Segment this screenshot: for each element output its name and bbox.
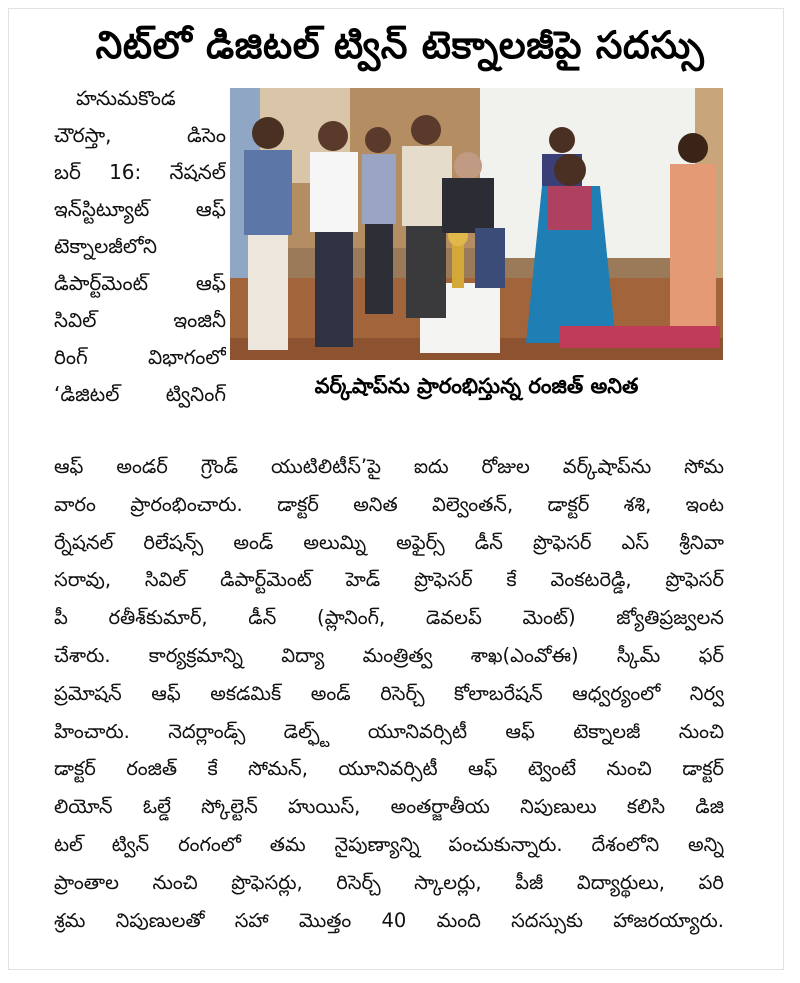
body-line: శ్రమ నిపుణులతో సహా మొత్తం 40 మంది సదస్సుకు హాజరయ్యారు. bbox=[54, 908, 724, 932]
lead-line: డిపార్ట్‌మెంట్ ఆఫ్ bbox=[54, 271, 226, 295]
body-line: వారం ప్రారంభించారు. డాక్టర్ అనిత విల్వెంతన్, డాక్టర్ శశి, ఇంట bbox=[54, 492, 724, 516]
body-line: ప్రాంతాల నుంచి ప్రొఫెసర్లు, రిసెర్చ్ స్కాలర్లు, పీజీ విద్యార్థులు, పరి bbox=[54, 870, 724, 894]
body-line: డాక్టర్ రంజిత్ కే సోమన్, యూనివర్సిటీ ఆఫ్ ట్వెంటే నుంచి డాక్టర్ bbox=[54, 757, 724, 781]
body-line: ప్రమోషన్ ఆఫ్ అకడమిక్ అండ్ రిసెర్చ్ కోలాబరేషన్ ఆధ్వర్యంలో నిర్వ bbox=[54, 681, 724, 705]
lead-line: ‘డిజిటల్ ట్వినింగ్ bbox=[54, 382, 226, 406]
body-line: పీ రతీశ్‌కుమార్, డీన్ (ప్లానింగ్, డెవలప్ మెంట్) జ్యోతిప్రజ్వలన bbox=[54, 606, 724, 630]
lead-line: టెక్నాలజీలోని bbox=[54, 234, 158, 258]
lead-line: రింగ్ విభాగంలో bbox=[54, 345, 226, 369]
lead-line: హనుమకొండ bbox=[76, 86, 176, 110]
body-line: ర్నేషనల్ రిలేషన్స్ అండ్ అలుమ్ని అఫైర్స్ డీన్ ప్రొఫెసర్ ఎస్ శ్రీనివా bbox=[54, 530, 724, 554]
article-headline: నిట్‌లో డిజిటల్ ట్విన్ టెక్నాలజీపై సదస్సు bbox=[95, 23, 705, 67]
lead-line: చౌరస్తా, డిసెం bbox=[54, 123, 226, 147]
lead-line: సివిల్ ఇంజినీ bbox=[54, 308, 226, 332]
photo-caption: వర్క్‌షాప్‌ను ప్రారంభిస్తున్న రంజిత్ అనిత bbox=[314, 374, 639, 398]
lead-line: బర్ 16: నేషనల్ bbox=[54, 160, 226, 184]
body-line: లియోన్ ఓల్డే స్కోల్టెన్ హుయిస్, అంతర్జాతీయ నిపుణులు కలిసి డిజి bbox=[54, 795, 724, 819]
article-lead-column bbox=[54, 80, 226, 413]
body-line: చేశారు. కార్యక్రమాన్ని విద్యా మంత్రిత్వ శాఖ(ఎంవోఈ) స్కీమ్ ఫర్ bbox=[54, 643, 724, 667]
lead-line: ఇన్‌స్టిట్యూట్ ఆఫ్ bbox=[54, 197, 226, 221]
body-line: సరావు, సివిల్ డిపార్ట్‌మెంట్ హెడ్ ప్రొఫెసర్ కే వెంకటరెడ్డి, ప్రొఫెసర్ bbox=[54, 568, 724, 592]
article-body bbox=[54, 448, 724, 939]
body-line: టల్ ట్విన్ రంగంలో తమ నైపుణ్యాన్ని పంచుకున్నారు. దేశంలోని అన్ని bbox=[54, 832, 724, 856]
body-line: ఆఫ్ అండర్ గ్రౌండ్ యుటిలిటీస్’పై ఐదు రోజుల వర్క్‌షాప్‌ను సోమ bbox=[54, 455, 724, 478]
body-line: హించారు. నెదర్లాండ్స్ డెల్ఫ్ట్ యూనివర్సిటీ ఆఫ్ టెక్నాలజీ నుంచి bbox=[54, 719, 724, 743]
event-photo bbox=[230, 88, 723, 360]
